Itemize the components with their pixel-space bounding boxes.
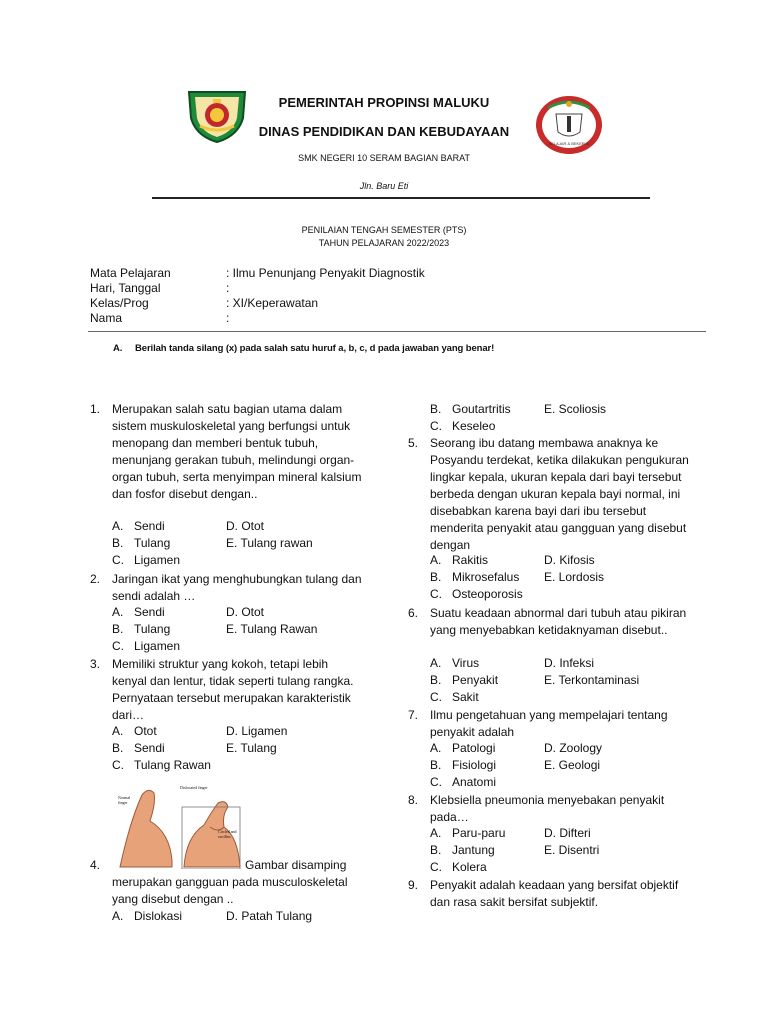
option-row: B. Sendi E. Tulang xyxy=(112,741,277,755)
meta-class-value: : XI/Keperawatan xyxy=(226,296,319,310)
figure-label-normal: Normal finger xyxy=(118,795,131,805)
option-row: B. Fisiologi E. Geologi xyxy=(430,758,601,772)
instruction-letter: A. xyxy=(113,343,123,354)
option-row: C. Tulang Rawan xyxy=(112,758,211,772)
question-2: 2. Jaringan ikat yang menghubungkan tulang dan sendi adalah … A. Sendi D. Otot B. Tulang E. Tulang Rawan C. Ligamen xyxy=(90,571,380,656)
question-8: 8. Klebsiella pneumonia menyebakan penyakit pada… A. Paru-paru D. Difteri B. Jantung E. Disentri C. Kolera xyxy=(408,792,708,877)
question-4: 4. Gambar disamping merupakan gangguan pada musculoskeletal yang disebut dengan .. A. Dislokasi D. Patah Tulang xyxy=(90,857,380,927)
option-row: C. Kolera xyxy=(430,860,487,874)
figure-label-dislocated: Dislocated finger xyxy=(180,785,208,790)
instruction xyxy=(113,343,494,354)
option-row: A. Sendi D. Otot xyxy=(112,519,265,533)
option-row: B. Goutartritis E. Scoliosis xyxy=(430,402,607,416)
option-row: B. Tulang E. Tulang rawan xyxy=(112,536,313,550)
figure-label-swollen: Circled and swollen xyxy=(218,829,237,839)
question-1 xyxy=(90,401,380,571)
question-4-continued xyxy=(430,401,720,435)
exam-year: TAHUN PELAJARAN 2022/2023 xyxy=(318,238,450,248)
option-row: B. Jantung E. Disentri xyxy=(430,843,600,857)
meta-name-value: : xyxy=(226,311,230,325)
question-text: Klebsiella pneumonia menyebakan penyakit pada… xyxy=(430,793,665,824)
instruction-text: Berilah tanda silang (x) pada salah satu huruf a, b, c, d pada jawaban yang benar! xyxy=(135,343,495,354)
option-row: C. Sakit xyxy=(430,690,479,704)
meta-date-label: Hari, Tanggal xyxy=(90,281,161,295)
header-divider xyxy=(152,197,650,199)
header-department: DINAS PENDIDIKAN DAN KEBUDAYAAN xyxy=(258,124,510,139)
question-text: Seorang ibu datang membawa anaknya ke Posyandu terdekat, ketika dilakukan pengukuran lingkar kepala, ukuran kepala dari bayi tersebut berbeda dengan ukuran kepala bayi normal, ini disebabkan karena bayi dari ibu tersebut menderita penyakit atau gangguan yang disebut dengan xyxy=(430,436,689,552)
question-text: Memiliki struktur yang kokoh, tetapi lebih kenyal dan lentur, tidak seperti tulang rangka. Pernyataan tersebut merupakan karakteristik dari… xyxy=(112,657,354,722)
question-text: Jaringan ikat yang menghubungkan tulang dan sendi adalah … xyxy=(112,572,362,603)
option-row: A. Sendi D. Otot xyxy=(112,605,265,619)
option-row: A. Otot D. Ligamen xyxy=(112,724,288,738)
option-row: C. Ligamen xyxy=(112,553,181,567)
option-row: A. Dislokasi D. Patah Tulang xyxy=(112,909,313,923)
question-text: Suatu keadaan abnormal dari tubuh atau pikiran yang menyebabkan ketidaknyaman disebut.. xyxy=(430,606,687,637)
option-row: B. Tulang E. Tulang Rawan xyxy=(112,622,318,636)
exam-title: PENILAIAN TENGAH SEMESTER (PTS) xyxy=(301,225,467,235)
question-text-inline: Gambar disamping xyxy=(245,858,347,872)
option-row: C. Keseleo xyxy=(430,419,496,433)
header-school: SMK NEGERI 10 SERAM BAGIAN BARAT xyxy=(298,153,470,163)
question-9: 9. Penyakit adalah keadaan yang bersifat objektif dan rasa sakit bersifat subjektif. xyxy=(408,877,708,917)
meta-class-label: Kelas/Prog xyxy=(90,296,149,310)
meta-divider xyxy=(88,331,706,332)
question-text: merupakan gangguan pada musculoskeletal yang disebut dengan .. xyxy=(112,875,348,906)
meta-subject-label: Mata Pelajaran xyxy=(90,266,171,280)
dislocated-finger-figure xyxy=(112,781,244,869)
meta-date-value: : xyxy=(226,281,230,295)
option-row: C. Ligamen xyxy=(112,639,181,653)
school-emblem-caption: BELAJAR & BEKERJA xyxy=(548,141,590,146)
header-government: PEMERINTAH PROPINSI MALUKU xyxy=(278,95,490,110)
question-text: Merupakan salah satu bagian utama dalam sistem muskuloskeletal yang berfungsi untuk menopang dan memberi bentuk tubuh, menunjang gerakan tubuh, melindungi organ-organ tubuh, serta menyimpan mineral kalsium dan fosfor disebut dengan.. xyxy=(112,402,362,501)
option-row: C. Anatomi xyxy=(430,775,497,789)
question-3: 3. Memiliki struktur yang kokoh, tetapi lebih kenyal dan lentur, tidak seperti tulang rangka. Pernyataan tersebut merupakan karakteristik dari… A. Otot D. Ligamen B. Sendi E. Tulang C. Tulang Rawan xyxy=(90,656,380,776)
option-row: A. Virus D. Infeksi xyxy=(430,656,595,670)
question-7: 7. Ilmu pengetahuan yang mempelajari tentang penyakit adalah A. Patologi D. Zoology B. Fisiologi E. Geologi C. Anatomi xyxy=(408,707,708,792)
option-row: A. Patologi D. Zoology xyxy=(430,741,603,755)
question-number: 1. xyxy=(90,402,101,416)
option-row: A. Paru-paru D. Difteri xyxy=(430,826,591,840)
header-address: Jln. Baru Eti xyxy=(359,181,409,191)
option-row: A. Rakitis D. Kifosis xyxy=(430,553,595,567)
option-row: C. Osteoporosis xyxy=(430,587,523,601)
question-text: Penyakit adalah keadaan yang bersifat objektif dan rasa sakit bersifat subjektif. xyxy=(430,878,679,909)
meta-name-label: Nama xyxy=(90,311,123,325)
meta-subject-value: : Ilmu Penunjang Penyakit Diagnostik xyxy=(226,266,425,280)
option-row: B. Mikrosefalus E. Lordosis xyxy=(430,570,605,584)
question-6: 6. Suatu keadaan abnormal dari tubuh atau pikiran yang menyebabkan ketidaknyaman disebut.. A. Virus D. Infeksi B. Penyakit E. Terkontaminasi C. Sakit xyxy=(408,605,708,707)
question-text: Ilmu pengetahuan yang mempelajari tentang penyakit adalah xyxy=(430,708,668,739)
question-5: 5. Seorang ibu datang membawa anaknya ke Posyandu terdekat, ketika dilakukan pengukuran lingkar kepala, ukuran kepala dari bayi tersebut berbeda dengan ukuran kepala bayi normal, ini disebabkan karena bayi dari ibu tersebut menderita penyakit atau gangguan yang disebut dengan A. Rakitis D. Kifosis B. Mikrosefalus E. Lordosis C. Osteoporosis xyxy=(408,435,708,605)
option-row: B. Penyakit E. Terkontaminasi xyxy=(430,673,640,687)
